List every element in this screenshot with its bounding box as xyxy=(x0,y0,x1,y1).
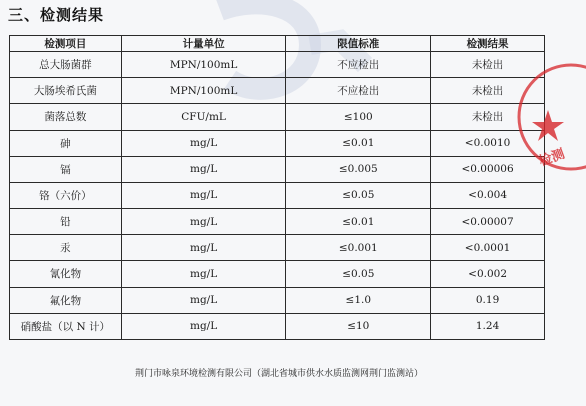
header-limit: 限值标准 xyxy=(286,36,431,52)
cell-limit: ≤0.005 xyxy=(286,156,431,182)
cell-item: 铅 xyxy=(10,209,122,235)
cell-result: 0.19 xyxy=(431,287,545,313)
cell-result: <0.0010 xyxy=(431,130,545,156)
header-item: 检测项目 xyxy=(10,36,122,52)
cell-result: <0.0001 xyxy=(431,235,545,261)
cell-limit: ≤0.01 xyxy=(286,209,431,235)
cell-item: 汞 xyxy=(10,235,122,261)
cell-limit: ≤100 xyxy=(286,104,431,130)
table-row xyxy=(10,235,545,261)
table-header-row xyxy=(10,36,545,52)
footer-company: 荆门市咏泉环境检测有限公司（湖北省城市供水水质监测网荆门监测站） xyxy=(134,369,423,379)
cell-unit: mg/L xyxy=(121,209,286,235)
table-row xyxy=(10,78,545,104)
table-row xyxy=(10,209,545,235)
header-unit: 计量单位 xyxy=(121,36,286,52)
cell-item: 镉 xyxy=(10,156,122,182)
table-row xyxy=(10,104,545,130)
table-row xyxy=(10,52,545,78)
cell-limit: ≤1.0 xyxy=(286,287,431,313)
cell-item: 氟化物 xyxy=(10,287,122,313)
cell-result: 1.24 xyxy=(431,313,545,339)
cell-limit: ≤0.05 xyxy=(286,261,431,287)
cell-limit: ≤0.05 xyxy=(286,182,431,208)
svg-text:检测: 检测 xyxy=(537,146,567,170)
cell-unit: MPN/100mL xyxy=(121,78,286,104)
cell-unit: MPN/100mL xyxy=(121,52,286,78)
cell-item: 总大肠菌群 xyxy=(10,52,122,78)
table-row xyxy=(10,156,545,182)
table-row xyxy=(10,182,545,208)
header-result: 检测结果 xyxy=(431,36,545,52)
cell-result: 未检出 xyxy=(431,52,545,78)
results-table xyxy=(9,35,545,340)
cell-unit: mg/L xyxy=(121,235,286,261)
cell-item: 大肠埃希氏菌 xyxy=(10,78,122,104)
cell-item: 砷 xyxy=(10,130,122,156)
cell-unit: mg/L xyxy=(121,261,286,287)
cell-item: 菌落总数 xyxy=(10,104,122,130)
cell-limit: 不应检出 xyxy=(286,78,431,104)
cell-limit: 不应检出 xyxy=(286,52,431,78)
table-row xyxy=(10,130,545,156)
cell-item: 铬（六价） xyxy=(10,182,122,208)
cell-limit: ≤0.01 xyxy=(286,130,431,156)
cell-result: <0.004 xyxy=(431,182,545,208)
section-title: 三、检测结果 xyxy=(8,6,105,24)
cell-item: 硝酸盐（以 N 计） xyxy=(10,313,122,339)
table-row xyxy=(10,287,545,313)
cell-unit: CFU/mL xyxy=(121,104,286,130)
table-row xyxy=(10,313,545,339)
cell-limit: ≤0.001 xyxy=(286,235,431,261)
cell-unit: mg/L xyxy=(121,287,286,313)
cell-unit: mg/L xyxy=(121,130,286,156)
cell-result: <0.00006 xyxy=(431,156,545,182)
cell-result: <0.002 xyxy=(431,261,545,287)
cell-unit: mg/L xyxy=(121,313,286,339)
cell-result: 未检出 xyxy=(431,78,545,104)
cell-unit: mg/L xyxy=(121,182,286,208)
cell-limit: ≤10 xyxy=(286,313,431,339)
cell-item: 氰化物 xyxy=(10,261,122,287)
table-row xyxy=(10,261,545,287)
cell-result: 未检出 xyxy=(431,104,545,130)
cell-result: <0.00007 xyxy=(431,209,545,235)
cell-unit: mg/L xyxy=(121,156,286,182)
